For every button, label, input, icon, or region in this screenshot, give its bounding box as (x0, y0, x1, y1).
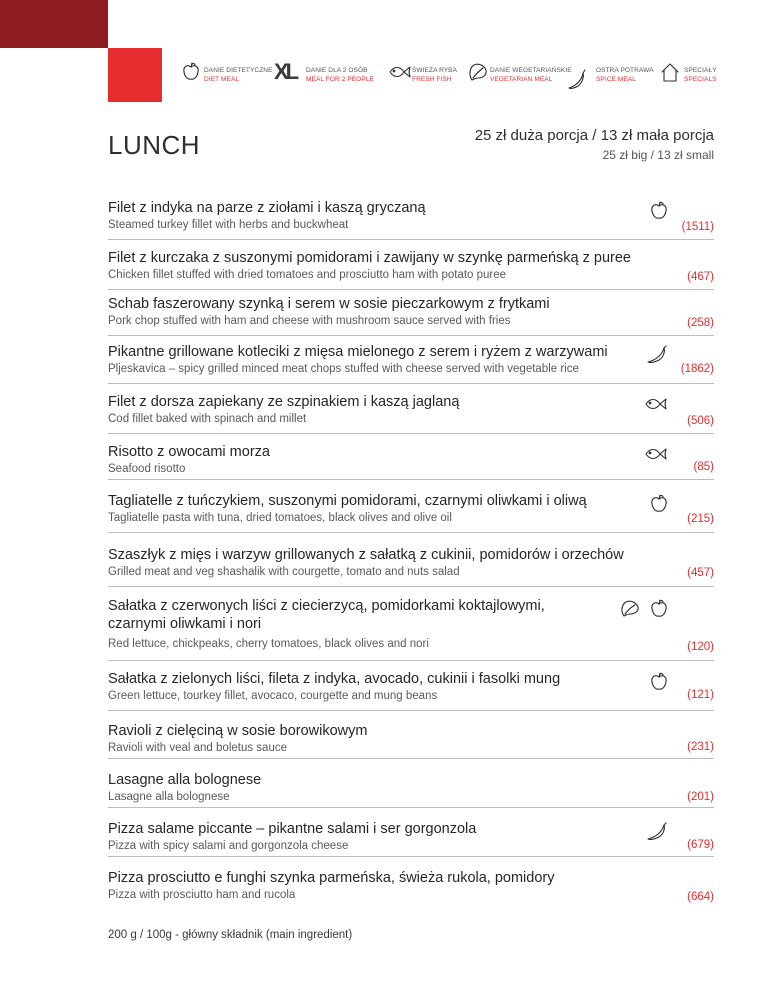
dish-name-en: Cod fillet baked with spinach and millet (108, 413, 307, 425)
dish-name-pl: Filet z kurczaka z suszonymi pomidorami i zawijany w szynkę parmeńską z puree (108, 250, 631, 266)
dish-name-pl: Tagliatelle z tuńczykiem, suszonymi pomidorami, czarnymi oliwkami i oliwą (108, 493, 587, 509)
dish-name-pl: Pikantne grillowane kotleciki z mięsa mielonego z serem i ryżem z warzywami (108, 344, 608, 360)
dish-code: (215) (687, 513, 714, 525)
dish-code: (467) (687, 271, 714, 283)
dish-code: (85) (693, 461, 714, 473)
legend-en-label: FRESH FISH (412, 75, 452, 83)
dish-code: (1862) (680, 363, 714, 375)
dish-name-pl: Ravioli z cielęciną w sosie borowikowym (108, 723, 368, 739)
legend-pl-label: SPECIAŁY (684, 67, 717, 74)
fish-icon (388, 62, 412, 82)
dish-name-en: Chicken fillet stuffed with dried tomatoes and prosciutto ham with potato puree (108, 269, 507, 281)
dish-code: (201) (687, 791, 714, 803)
legend-pl-label: DANIE DLA 2 OSÓB (306, 67, 368, 74)
legend-en-label: MEAL FOR 2 PEOPLE (306, 75, 374, 83)
menu-item (108, 771, 714, 808)
apple-icon (182, 62, 200, 82)
price-main: 25 zł duża porcja / 13 zł mała porcja (474, 127, 714, 144)
dish-name-en: Seafood risotto (108, 463, 186, 475)
dish-icons (640, 672, 668, 692)
dish-code: (506) (687, 415, 714, 427)
dish-name-pl: Pizza prosciutto e funghi szynka parmeńska, świeża rukola, pomidory (108, 870, 555, 886)
dish-name-pl: Szaszłyk z mięs i warzyw grillowanych z sałatką z cukinii, pomidorów i orzechów (108, 547, 624, 563)
dish-name-pl: Pizza salame piccante – pikantne salami i ser gorgonzola (108, 821, 477, 837)
dish-icons (634, 445, 668, 463)
dish-name-en: Ravioli with veal and boletus sauce (108, 742, 287, 754)
icon-legend (182, 58, 717, 92)
chili-pepper-icon (646, 822, 668, 842)
apple-icon (650, 201, 668, 221)
dish-icons (634, 395, 668, 413)
dish-name-pl: Filet z dorsza zapiekany ze szpinakiem i kaszą jaglaną (108, 394, 460, 410)
dish-code: (1511) (681, 221, 714, 233)
menu-item (108, 343, 714, 384)
menu-item (108, 443, 714, 480)
dish-icons (640, 201, 668, 221)
dish-name-en: Lasagne alla bolognese (108, 791, 230, 803)
footnote: 200 g / 100g - główny składnik (main ingredient) (108, 929, 353, 941)
corner-red-block (108, 48, 162, 102)
dish-name-en: Pizza with prosciutto ham and rucola (108, 889, 296, 901)
dish-code: (457) (687, 567, 714, 579)
legend-en-label: SPECIALS (684, 75, 717, 83)
corner-dark-block (0, 0, 108, 48)
section-title: LUNCH (108, 130, 201, 160)
dish-name-en: Green lettuce, tourkey fillet, avocaco, courgette and mung beans (108, 690, 438, 702)
legend-en-label: DIET MEAL (204, 75, 240, 83)
dish-code: (664) (687, 891, 714, 903)
legend-pl-label: ŚWIEŻA RYBA (412, 67, 458, 74)
dish-code: (258) (687, 317, 714, 329)
dish-name-en: Pizza with spicy salami and gorgonzola cheese (108, 840, 349, 852)
fish-icon (644, 445, 668, 463)
apple-icon (650, 672, 668, 692)
fish-icon (644, 395, 668, 413)
dish-code: (679) (687, 839, 714, 851)
legend-pl-label: OSTRA POTRAWA (596, 67, 654, 74)
apple-icon (650, 599, 668, 619)
dish-name-pl: Sałatka z czerwonych liści z ciecierzycą, pomidorkami koktajlowymi, czarnymi oliwkami i nori (108, 598, 545, 632)
menu-item (108, 597, 714, 661)
dish-icons (610, 599, 668, 619)
menu-item (108, 295, 714, 336)
lettuce-leaf-icon (620, 599, 640, 619)
dish-name-en: Pork chop stuffed with ham and cheese with mushroom sauce served with fries (108, 315, 511, 327)
dish-name-pl: Filet z indyka na parze z ziołami i kaszą gryczaną (108, 200, 426, 216)
dish-icons (636, 822, 668, 842)
chili-pepper-icon (646, 345, 668, 365)
menu-item (108, 199, 714, 240)
menu-item (108, 722, 714, 759)
dish-name-pl: Schab faszerowany szynką i serem w sosie pieczarkowym z frytkami (108, 296, 550, 312)
apple-icon (650, 494, 668, 514)
dish-name-pl: Risotto z owocami morza (108, 444, 270, 460)
menu-item (108, 393, 714, 434)
dish-name-en: Pljeskavica – spicy grilled minced meat chops stuffed with cheese served with vegetable rice (108, 363, 579, 375)
menu-item (108, 249, 714, 290)
dish-name-pl: Lasagne alla bolognese (108, 772, 262, 788)
legend-pl-label: DANIE WEGETARIAŃSKIE (490, 67, 572, 74)
menu-item (108, 546, 714, 587)
menu-item (108, 869, 714, 905)
dish-name-en: Steamed turkey fillet with herbs and buckwheat (108, 219, 349, 231)
dish-name-en: Tagliatelle pasta with tuna, dried tomatoes, black olives and olive oil (108, 512, 452, 524)
chili-pepper-icon (566, 68, 588, 92)
menu-item (108, 492, 714, 533)
legend-en-label: SPICE MEAL (596, 75, 637, 83)
dish-name-en: Grilled meat and veg shashalik with courgette, tomato and nuts salad (108, 566, 460, 578)
legend-en-label: VEGETARIAN MEAL (490, 75, 553, 83)
xl-icon: XL (274, 59, 297, 84)
house-icon (660, 62, 680, 84)
dish-code: (120) (687, 641, 714, 653)
dish-name-en: Red lettuce, chickpeaks, cherry tomatoes, black olives and nori (108, 638, 429, 650)
menu-item (108, 670, 714, 711)
dish-icons (636, 345, 668, 365)
menu-item (108, 820, 714, 857)
dish-name-pl: Sałatka z zielonych liści, fileta z indyka, avocado, cukinii i fasolki mung (108, 671, 561, 687)
legend-pl-label: DANIE DIETETYCZNE (204, 67, 273, 74)
lettuce-leaf-icon (468, 62, 488, 84)
price-sub: 25 zł big / 13 zł small (602, 148, 714, 162)
dish-icons (640, 494, 668, 514)
dish-code: (231) (687, 741, 714, 753)
dish-code: (121) (687, 689, 714, 701)
